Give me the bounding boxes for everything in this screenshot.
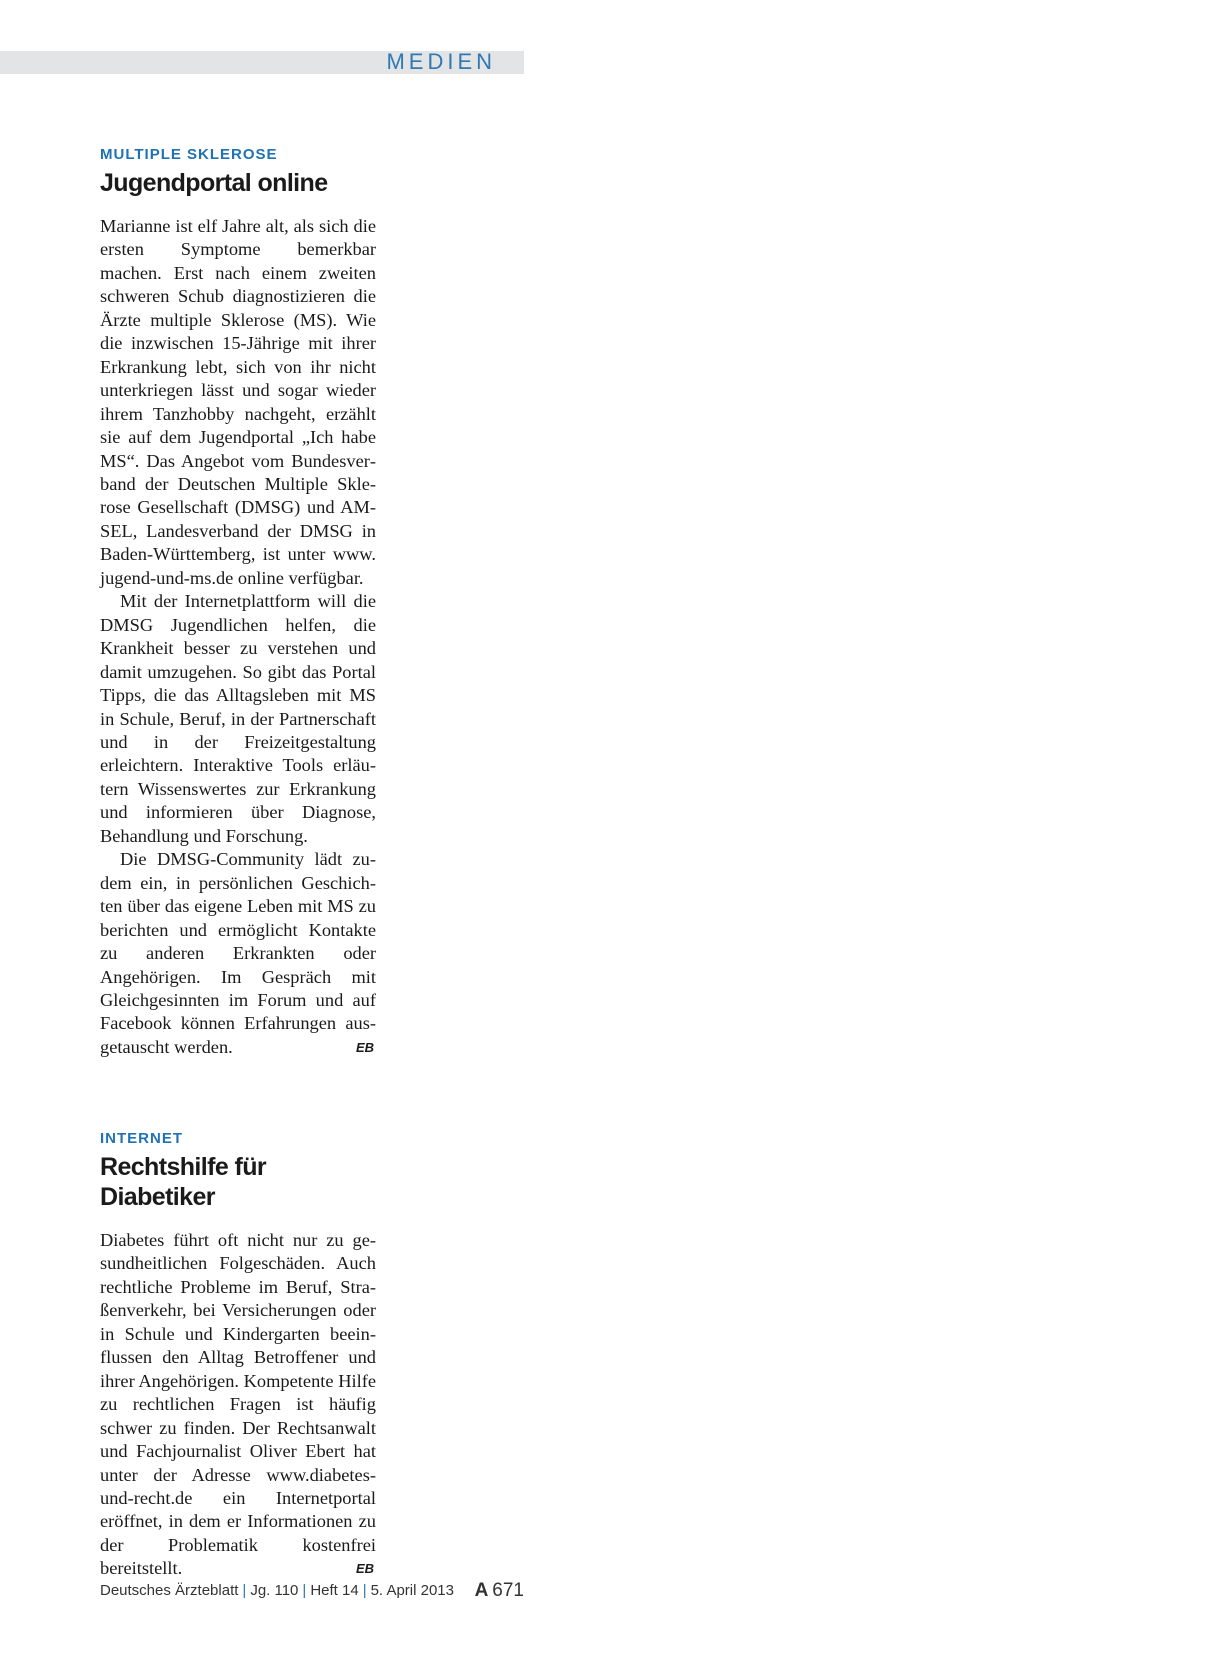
- publication-name: Deutsches Ärzteblatt: [100, 1582, 239, 1599]
- page-footer: [100, 1582, 524, 1606]
- article-multiple-sklerose: [100, 146, 376, 1059]
- article-headline: Rechtshilfe für Diabetiker: [100, 1153, 267, 1211]
- article-kicker: MULTIPLE SKLEROSE: [100, 146, 278, 163]
- author-initials: EB: [355, 1039, 374, 1055]
- article-headline: Jugendportal online: [100, 169, 328, 197]
- author-initials: EB: [355, 1561, 374, 1577]
- article-paragraph: [100, 1229, 376, 1581]
- footer-separator: |: [302, 1582, 307, 1599]
- section-label: MEDIEN: [386, 49, 496, 74]
- article-paragraph-text: Diabetes führt oft nicht nur zu gesundheitlichen Folgeschäden. Auch rechtliche Probleme im Beruf, Straßenverkehr, bei Versicherungen oder in Schule und Kindergarten beeinflussen den Alltag Betroffener und ihrer Angehörigen. Kompetente Hilfe zu rechtlichen Fragen ist häufig schwer zu finden. Der Rechtsanwalt und Fachjournalist Oliver Ebert hat unter der Adresse www.​diabetes-und-recht.de ein Internetportal eröffnet, in dem er Informationen zu der Problematik kostenfrei bereitstellt.: [100, 1230, 376, 1579]
- volume-label: Jg. 110: [250, 1582, 299, 1599]
- article-internet: [100, 1130, 376, 1581]
- article-body: [100, 1229, 376, 1581]
- footer-separator: |: [362, 1582, 367, 1599]
- section-header-bar: [0, 51, 524, 74]
- article-kicker: INTERNET: [100, 1130, 183, 1147]
- page-prefix: A: [474, 1580, 489, 1601]
- issue-label: Heft 14: [310, 1582, 359, 1599]
- page-number-value: 671: [492, 1580, 524, 1601]
- date-label: 5. April 2013: [370, 1582, 454, 1599]
- article-paragraph: Marianne ist elf Jahre alt, als sich die ersten Symptome bemerkbar machen. Erst nach einem zweiten schweren Schub diagnostizieren die Ärzte multiple Sklerose (MS). Wie die inzwischen 15-Jährige mit ihrer Erkrankung lebt, sich von ihr nicht unterkriegen lässt und sogar wieder ihrem Tanzhobby nachgeht, erzählt sie auf dem Jugendportal „Ich habe MS“. Das Angebot vom Bundesverband der Deutschen Multiple Sklerose Gesellschaft (DMSG) und AMSEL, Landesverband der DMSG in Baden-Württemberg, ist unter www.​jugend-und-ms.de online verfügbar.: [100, 216, 376, 588]
- article-paragraph: Mit der Internetplattform will die DMSG Jugendlichen helfen, die Krankheit besser zu verstehen und damit umzugehen. So gibt das Portal Tipps, die das Alltagsleben mit MS in Schule, Beruf, in der Partnerschaft und in der Freizeitgestaltung erleichtern. Interaktive Tools erläutern Wissenswertes zur Erkrankung und informieren über Diagnose, Behandlung und Forschung.: [100, 591, 376, 846]
- article-paragraph-text: Die DMSG-Community lädt zudem ein, in persönlichen Geschichten über das eigene Leben mit MS zu berichten und ermöglicht Kontakte zu anderen Erkrankten oder Angehörigen. Im Gespräch mit Gleichgesinnten im Forum und auf Facebook können Erfahrungen ausgetauscht werden.: [100, 849, 376, 1057]
- footer-separator: |: [242, 1582, 247, 1599]
- page-number: [475, 1580, 524, 1602]
- article-body: [100, 215, 376, 1059]
- article-paragraph: [100, 848, 376, 1059]
